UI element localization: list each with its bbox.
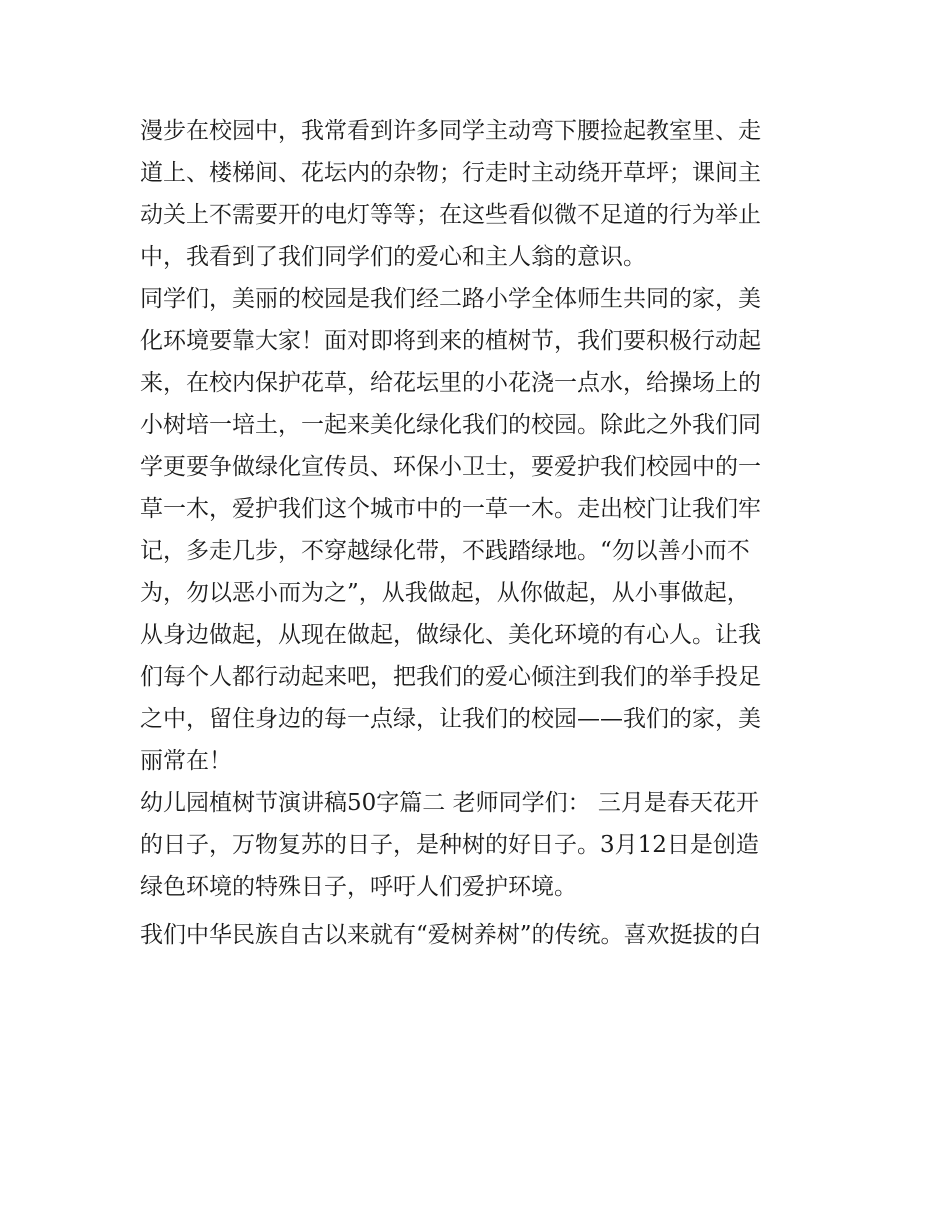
document-body [140,110,820,956]
text-line: 学更要争做绿化宣传员、环保小卫士，要爱护我们校园中的一 [140,454,761,480]
text-line: 来，在校内保护花草，给花坛里的小花浇一点水，给操场上的 [140,370,761,396]
text-line: 丽常在！ [140,748,232,774]
text-line: 我们中华民族自古以来就有“爱树养树”的传统。喜欢挺拔的白 [140,922,762,948]
paragraph-1 [140,110,820,278]
text-line: 同学们，美丽的校园是我们经二路小学全体师生共同的家，美 [140,286,761,312]
text-line: 中，我看到了我们同学们的爱心和主人翁的意识。 [140,244,646,270]
paragraph-4 [140,914,820,956]
text-line: 从身边做起，从现在做起，做绿化、美化环境的有心人。让我 [140,622,761,648]
text-line: 的日子，万物复苏的日子，是种树的好日子。3月12日是创造 [140,832,759,858]
text-line: 草一木，爱护我们这个城市中的一草一木。走出校门让我们牢 [140,496,761,522]
text-line: 为，勿以恶小而为之”，从我做起，从你做起，从小事做起， [140,580,750,606]
text-line: 幼儿园植树节演讲稿50字篇二 老师同学们： 三月是春天花开 [140,790,759,816]
text-line: 动关上不需要开的电灯等等；在这些看似微不足道的行为举止 [140,202,761,228]
text-line: 之中，留住身边的每一点绿，让我们的校园——我们的家，美 [140,706,761,732]
text-line: 们每个人都行动起来吧，把我们的爱心倾注到我们的举手投足 [140,664,761,690]
text-line: 小树培一培土，一起来美化绿化我们的校园。除此之外我们同 [140,412,761,438]
text-line: 道上、楼梯间、花坛内的杂物；行走时主动绕开草坪；课间主 [140,160,761,186]
text-line: 绿色环境的特殊日子，呼吁人们爱护环境。 [140,874,577,900]
text-line: 漫步在校园中，我常看到许多同学主动弯下腰捡起教室里、走 [140,118,761,144]
text-line: 记，多走几步，不穿越绿化带，不践踏绿地。“勿以善小而不 [140,538,750,564]
paragraph-2 [140,278,820,782]
text-line: 化环境要靠大家！面对即将到来的植树节，我们要积极行动起 [140,328,761,354]
paragraph-3 [140,782,820,908]
